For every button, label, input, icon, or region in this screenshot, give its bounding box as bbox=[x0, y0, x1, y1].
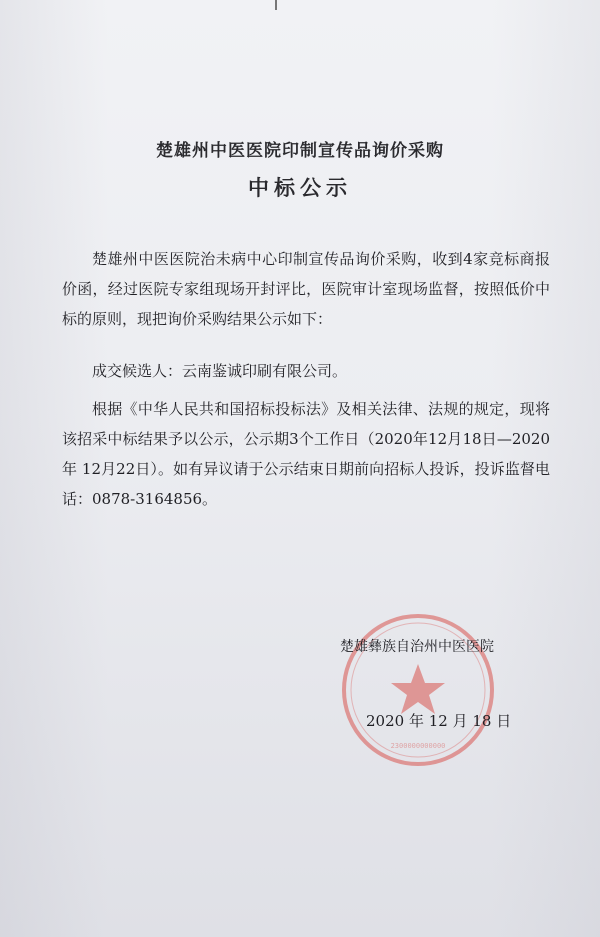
issuing-organization: 楚雄彝族自治州中医医院 bbox=[340, 639, 494, 655]
official-seal-stamp bbox=[336, 608, 500, 772]
notice-paragraph-2: 根据《中华人民共和国招标投标法》及相关法律、法规的规定，现将该招采中标结果予以公示，公示期3个工作日（2020年12月18日—2020年 12月22日）。如有异议请于公示结束日期前向招标人投诉，投诉监督电话：0878-3164856。 bbox=[62, 400, 550, 508]
svg-text:2300000000000: 2300000000000 bbox=[390, 742, 446, 750]
winning-candidate-line: 成交候选人：云南鉴诚印刷有限公司。 bbox=[92, 362, 348, 380]
document-subtitle: 中标公示 bbox=[248, 176, 352, 200]
issue-date: 2020 年 12 月 18 日 bbox=[366, 712, 512, 730]
page-fold-mark bbox=[275, 0, 277, 10]
notice-paragraph-1: 楚雄州中医医院治未病中心印制宣传品询价采购，收到4家竞标商报价函，经过医院专家组现场开封评比，医院审计室现场监督，按照低价中标的原则，现把询价采购结果公示如下： bbox=[62, 250, 550, 328]
document-title: 楚雄州中医医院印制宣传品询价采购 bbox=[156, 141, 444, 161]
